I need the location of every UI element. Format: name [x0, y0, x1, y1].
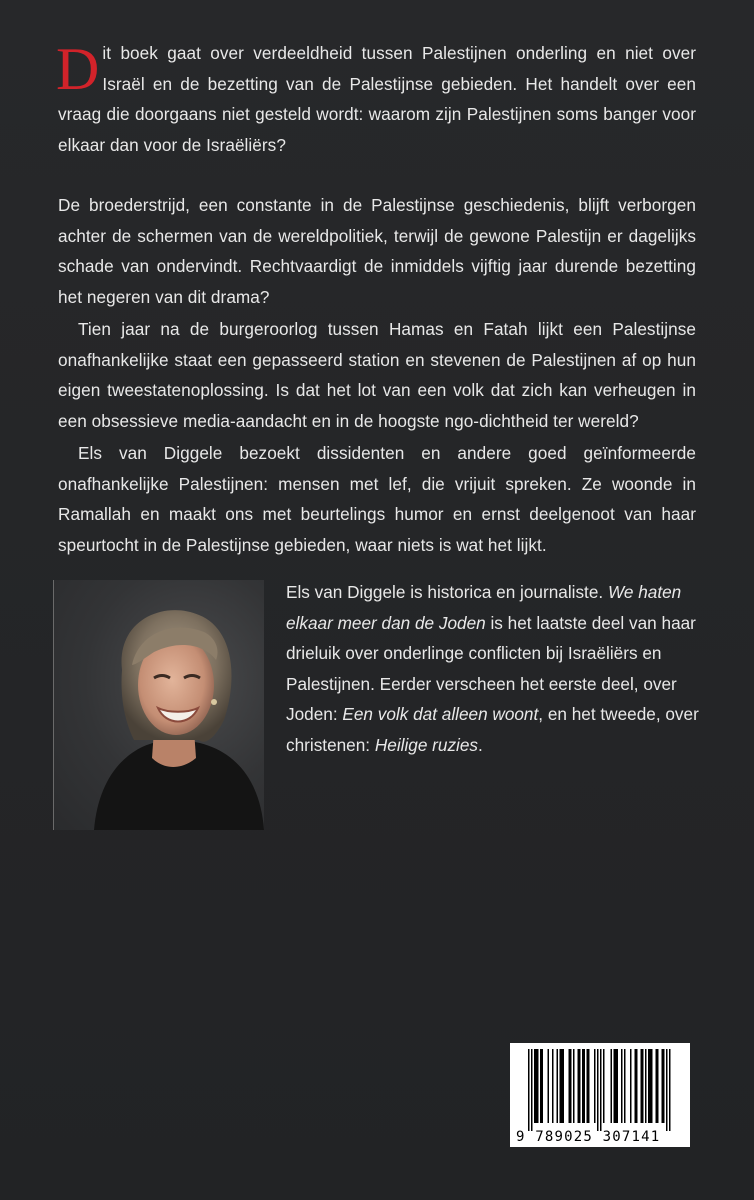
isbn-barcode	[510, 1043, 690, 1147]
barcode-bar	[657, 1049, 659, 1123]
barcode-bar	[648, 1049, 650, 1123]
barcode-bar	[587, 1049, 589, 1123]
barcode-bar	[582, 1049, 584, 1123]
barcode-bar	[663, 1049, 665, 1123]
bio-title-current: We haten elkaar meer dan de Joden	[286, 582, 682, 633]
barcode-bar	[537, 1049, 539, 1123]
author-bio-paragraph	[286, 577, 706, 760]
author-portrait-image	[54, 580, 264, 830]
barcode-bar	[624, 1049, 626, 1123]
barcode-bar	[642, 1049, 644, 1123]
barcode-bar	[635, 1049, 637, 1123]
barcode-bar	[600, 1049, 602, 1131]
bio-text-3: , en het tweede, over christenen:	[286, 704, 699, 755]
bio-text-4: .	[478, 734, 483, 755]
barcode-bar	[579, 1049, 581, 1123]
barcode-bar	[584, 1049, 586, 1123]
barcode-bar	[569, 1049, 571, 1123]
barcode-bar	[573, 1049, 575, 1123]
barcode-bar	[531, 1049, 533, 1131]
barcode-bar	[669, 1049, 671, 1131]
blurb-paragraph-3: Tien jaar na de burgeroorlog tussen Hamas en Fatah lijkt een Palestijnse onafhankelijke staat een gepasseerd station en stevenen de Palestijnen af op hun eigen tweestatenoplossing. Is dat het lot van een volk dat zich kan verheugen in een obsessieve media-aandacht en in de hoogste ngo-dichtheid ter wereld?	[58, 319, 696, 431]
barcode-bar	[557, 1049, 559, 1123]
barcode-bar	[651, 1049, 653, 1123]
barcode-bar	[636, 1049, 638, 1123]
barcode-bar	[650, 1049, 652, 1123]
barcode-bar	[617, 1049, 619, 1123]
barcode-bar	[666, 1049, 668, 1131]
barcode-bar	[614, 1049, 616, 1123]
barcode-bar	[552, 1049, 554, 1123]
author-bio	[286, 577, 706, 760]
barcode-bar	[528, 1049, 530, 1131]
blurb-paragraph-1	[58, 38, 696, 160]
barcode-bar	[641, 1049, 643, 1123]
blurb-paragraph-4: Els van Diggele bezoekt dissidenten en andere goed geïnformeerde onafhankelijke Palestijnen: mensen met lef, die vrijuit spreken. Ze woonde in Ramallah en maakt ons met beurtelings humor en ernst deelgenoot van haar speurtocht in de Palestijnse gebieden, waar niets is wat het lijkt.	[58, 443, 696, 555]
blurb-paragraph-1-text: it boek gaat over verdeeldheid tussen Palestijnen onderling en niet over Israël en de bezetting van de Palestijnse gebieden. Het handelt over een vraag die doorgaans niet gesteld wordt: waarom zijn Palestijnen soms banger voor elkaar dan voor de Israëliërs?	[58, 43, 696, 155]
barcode-bar	[611, 1049, 613, 1123]
barcode-bar	[656, 1049, 658, 1123]
blurb-text	[58, 38, 696, 560]
isbn-digits: 9 789025 307141	[516, 1129, 661, 1145]
barcode-bar	[534, 1049, 536, 1123]
barcode-bar	[603, 1049, 605, 1123]
barcode-bar	[594, 1049, 596, 1123]
barcode-bar	[542, 1049, 544, 1123]
barcode-bar	[645, 1049, 647, 1123]
barcode-bar	[536, 1049, 538, 1123]
bio-title-first: Een volk dat alleen woont	[342, 704, 539, 724]
barcode-bar	[662, 1049, 664, 1123]
barcode-bar	[578, 1049, 580, 1123]
barcode-bar	[588, 1049, 590, 1123]
barcode-bar	[540, 1049, 542, 1123]
barcode-bar	[570, 1049, 572, 1123]
barcode-bar	[561, 1049, 563, 1123]
author-photo	[53, 580, 264, 830]
barcode-bar	[548, 1049, 550, 1123]
barcode-bar	[621, 1049, 623, 1123]
barcode-bar	[563, 1049, 565, 1123]
barcode-bar	[597, 1049, 599, 1131]
barcode-bar	[615, 1049, 617, 1123]
blurb-paragraph-2: De broederstrijd, een constante in de Palestijnse geschiedenis, blijft verborgen achter de schermen van de wereldpolitiek, terwijl de gewone Palestijn er dagelijks schade van ondervindt. Rechtvaardigt de inmiddels vijftig jaar durende bezetting het negeren van dit drama?	[58, 195, 696, 307]
drop-cap: D	[56, 36, 100, 102]
bio-title-second: Heilige ruzies	[374, 734, 479, 755]
bio-text-2: is het laatste deel van haar drieluik over onderlinge conflicten bij Israëliërs en Palestijnen. Eerder verscheen het eerste deel, over Joden:	[286, 612, 696, 724]
bio-text-1: Els van Diggele is historica en journaliste.	[286, 582, 608, 602]
barcode-bar	[560, 1049, 562, 1123]
barcode-bar	[630, 1049, 632, 1123]
